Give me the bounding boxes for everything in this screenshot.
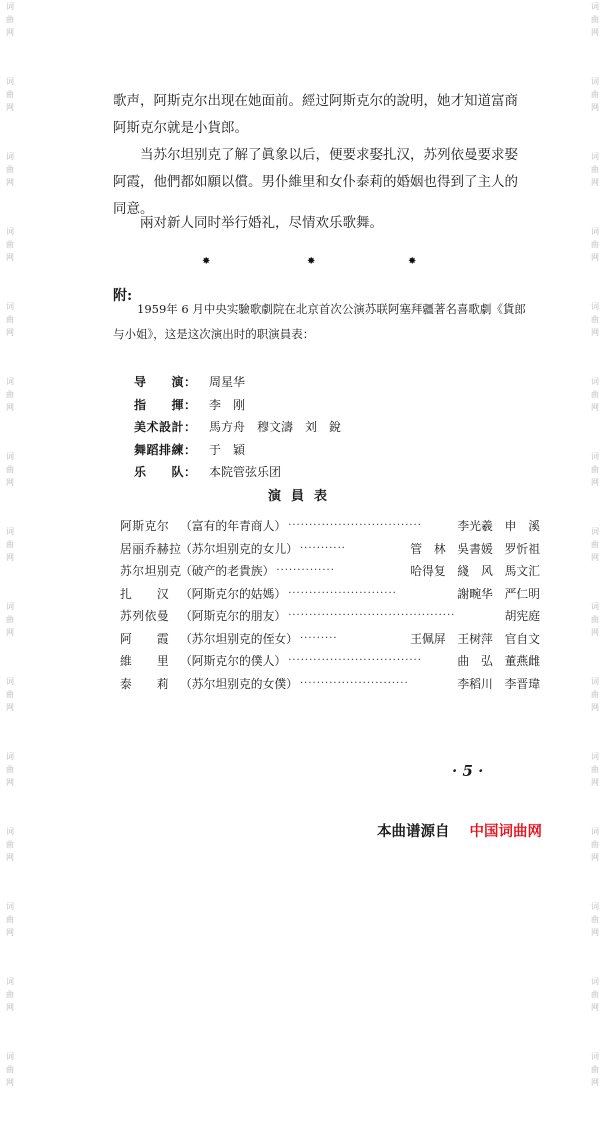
cast-actors: 管 林 吳書媛 罗忻祖	[410, 541, 540, 556]
cast-leader-dots: ···········	[299, 542, 346, 554]
watermark-char: 曲	[6, 615, 14, 624]
watermark-char: 曲	[591, 240, 599, 249]
watermark-gap	[2, 1014, 18, 1050]
watermark-char: 网	[591, 1078, 599, 1087]
watermark-char: 词	[591, 152, 599, 161]
watermark-char: 网	[6, 478, 14, 487]
watermark-char: 词	[6, 227, 14, 236]
watermark-char: 网	[591, 103, 599, 112]
cast-description: （富有的年青商人）	[180, 519, 287, 533]
watermark-gap	[587, 339, 603, 375]
watermark-char: 网	[6, 553, 14, 562]
cast-row	[120, 650, 540, 673]
watermark-char: 词	[6, 902, 14, 911]
watermark-gap	[2, 939, 18, 975]
watermark-char: 词	[6, 977, 14, 986]
cast-actors: 謝畹华 严仁明	[457, 586, 540, 601]
cast-leader-dots: ································	[288, 520, 422, 531]
cast-actors: 李光羲 申 溪	[457, 519, 540, 533]
cast-actors: 王佩屏 王树萍 官自文	[410, 631, 540, 646]
watermark-gap	[587, 189, 603, 225]
watermark-gap	[2, 789, 18, 825]
production-credits	[134, 371, 341, 484]
watermark-char: 曲	[6, 240, 14, 249]
watermark-char: 网	[6, 928, 14, 937]
cast-actors: 曲 弘 董燕雌	[457, 654, 540, 668]
watermark-char: 曲	[591, 315, 599, 324]
cast-row	[120, 583, 540, 606]
watermark-gap	[2, 189, 18, 225]
watermark-gap	[587, 1014, 603, 1050]
cast-description: （阿斯克尔的姑媽）	[180, 586, 287, 601]
watermark-char: 曲	[6, 90, 14, 99]
body-paragraph-2: 当苏尔坦别克了解了眞象以后，便要求娶扎汉，苏列依曼要求娶阿霞，他們都如願以償。男仆維里和女仆泰莉的婚姻也得到了主人的同意。	[113, 147, 518, 217]
watermark-char: 曲	[6, 690, 14, 699]
watermark-char: 曲	[6, 465, 14, 474]
watermark-char: 词	[6, 377, 14, 386]
watermark-char: 词	[6, 827, 14, 836]
watermark-char: 网	[591, 253, 599, 262]
credit-role: 乐 队：	[134, 465, 197, 479]
watermark-char: 网	[6, 253, 14, 262]
cast-leader-dots: ··························	[299, 677, 409, 689]
credit-names: 馬方舟 穆文濤 刘 銳	[209, 420, 342, 434]
cast-character: 苏尔坦别克	[120, 564, 182, 578]
watermark-char: 曲	[591, 915, 599, 924]
watermark-char: 曲	[6, 990, 14, 999]
watermark-char: 曲	[591, 165, 599, 174]
watermark-char: 词	[591, 902, 599, 911]
watermark-char: 网	[591, 403, 599, 412]
watermark-char: 曲	[6, 165, 14, 174]
watermark-char: 网	[6, 1078, 14, 1087]
watermark-char: 词	[6, 602, 14, 611]
watermark-char: 词	[591, 1052, 599, 1061]
watermark-gap	[587, 714, 603, 750]
watermark-gap	[587, 939, 603, 975]
cast-leader-dots: ··············	[276, 565, 335, 576]
watermark-char: 词	[6, 302, 14, 311]
cast-leader-dots: ································	[288, 655, 422, 666]
source-footer	[377, 820, 542, 841]
watermark-char: 网	[6, 178, 14, 187]
watermark-gap	[2, 864, 18, 900]
watermark-char: 词	[591, 977, 599, 986]
watermark-char: 曲	[591, 615, 599, 624]
cast-actors: 哈得复 綫 风 馬文汇	[410, 564, 540, 578]
watermark-char: 曲	[591, 840, 599, 849]
cast-character: 阿斯克尔	[120, 519, 170, 533]
watermark-char: 曲	[6, 765, 14, 774]
cast-character: 維 里	[120, 654, 170, 668]
watermark-char: 网	[591, 628, 599, 637]
watermark-char: 曲	[6, 1065, 14, 1074]
body-paragraph-1: 歌声，阿斯克尔出现在她面前。經过阿斯克尔的說明，她才知道富商阿斯克尔就是小貨郎。	[113, 93, 518, 136]
credit-role: 导 演：	[134, 375, 197, 389]
watermark-gap	[2, 114, 18, 150]
watermark-char: 曲	[591, 990, 599, 999]
watermark-gap	[2, 639, 18, 675]
watermark-gap	[2, 1089, 18, 1125]
watermark-char: 词	[591, 677, 599, 686]
cast-description: （破产的老貴族）	[180, 564, 275, 578]
watermark-gap	[2, 39, 18, 75]
credit-names: 本院管弦乐团	[209, 465, 282, 479]
watermark-gap	[2, 564, 18, 600]
watermark-char: 网	[591, 478, 599, 487]
watermark-char: 词	[591, 527, 599, 536]
watermark-char: 曲	[591, 15, 599, 24]
watermark-char: 网	[591, 28, 599, 37]
watermark-char: 曲	[591, 1065, 599, 1074]
watermark-char: 词	[591, 602, 599, 611]
cast-leader-dots: ··························	[288, 587, 397, 599]
watermark-gap	[2, 714, 18, 750]
cast-character: 泰 莉	[120, 676, 170, 691]
watermark-gap	[2, 339, 18, 375]
watermark-char: 网	[6, 328, 14, 337]
cast-character: 苏列依曼	[120, 609, 170, 623]
watermark-char: 曲	[591, 90, 599, 99]
watermark-char: 曲	[6, 390, 14, 399]
watermark-char: 词	[6, 752, 14, 761]
appendix-label: 附:	[113, 288, 133, 304]
divider-star: ✸	[307, 256, 316, 267]
watermark-char: 网	[6, 28, 14, 37]
watermark-char: 网	[6, 778, 14, 787]
watermark-char: 曲	[591, 465, 599, 474]
watermark-char: 网	[6, 703, 14, 712]
credit-role: 舞蹈排練：	[134, 442, 197, 457]
watermark-right	[587, 0, 603, 1087]
cast-character: 居丽乔赫拉	[120, 541, 182, 556]
watermark-char: 词	[591, 377, 599, 386]
watermark-char: 曲	[591, 390, 599, 399]
watermark-char: 词	[591, 752, 599, 761]
watermark-char: 网	[6, 403, 14, 412]
cast-leader-dots: ········································	[288, 610, 456, 621]
watermark-char: 曲	[6, 315, 14, 324]
watermark-gap	[587, 564, 603, 600]
site-link[interactable]: 中国词曲网	[469, 824, 542, 840]
watermark-left	[2, 0, 18, 1087]
watermark-char: 词	[591, 77, 599, 86]
watermark-char: 网	[591, 553, 599, 562]
watermark-gap	[587, 1089, 603, 1125]
cast-row	[120, 628, 540, 651]
watermark-char: 曲	[6, 840, 14, 849]
watermark-gap	[587, 789, 603, 825]
watermark-char: 曲	[6, 915, 14, 924]
cast-list	[120, 515, 540, 695]
cast-row	[120, 560, 540, 583]
watermark-char: 词	[6, 152, 14, 161]
watermark-gap	[587, 639, 603, 675]
watermark-char: 网	[591, 703, 599, 712]
watermark-char: 曲	[6, 540, 14, 549]
watermark-char: 词	[6, 677, 14, 686]
divider-star: ✸	[202, 256, 211, 267]
watermark-char: 词	[6, 527, 14, 536]
credit-role: 美术設計：	[134, 420, 197, 434]
cast-row	[120, 515, 540, 538]
watermark-char: 词	[6, 1052, 14, 1061]
source-label: 本曲谱源自	[377, 824, 450, 840]
watermark-char: 曲	[591, 540, 599, 549]
watermark-char: 网	[591, 778, 599, 787]
watermark-gap	[587, 414, 603, 450]
watermark-char: 词	[591, 227, 599, 236]
section-divider	[0, 256, 605, 270]
watermark-char: 网	[6, 853, 14, 862]
credit-names: 李 刚	[209, 397, 246, 412]
divider-star: ✸	[408, 256, 417, 267]
page-number: · 5 ·	[452, 762, 484, 780]
cast-description: （苏尔坦别克的女儿）	[180, 541, 298, 556]
cast-row	[120, 605, 540, 628]
watermark-char: 曲	[591, 690, 599, 699]
credit-names: 周星华	[209, 375, 246, 389]
watermark-char: 词	[591, 2, 599, 11]
appendix-note: 1959年 6 月中央实驗歌劇院在北京首次公演苏联阿塞拜疆著名喜歌劇《貨郎与小姐》，这是这次演出时的职演員表：	[113, 302, 526, 341]
watermark-gap	[2, 414, 18, 450]
watermark-char: 网	[6, 628, 14, 637]
credit-row	[134, 439, 341, 462]
credit-row	[134, 394, 341, 417]
watermark-gap	[587, 39, 603, 75]
watermark-char: 网	[591, 928, 599, 937]
cast-description: （阿斯克尔的朋友）	[180, 609, 287, 623]
credit-names: 于 穎	[209, 442, 246, 457]
watermark-char: 词	[6, 77, 14, 86]
cast-actors: 李稻川 李晋瑋	[457, 676, 540, 691]
watermark-char: 词	[591, 452, 599, 461]
watermark-char: 曲	[591, 765, 599, 774]
credit-row	[134, 461, 341, 484]
watermark-char: 网	[591, 328, 599, 337]
watermark-char: 词	[591, 302, 599, 311]
watermark-char: 网	[591, 178, 599, 187]
cast-character: 阿 霞	[120, 631, 170, 646]
watermark-char: 曲	[6, 15, 14, 24]
watermark-gap	[587, 114, 603, 150]
cast-description: （阿斯克尔的僕人）	[180, 654, 287, 668]
watermark-gap	[587, 864, 603, 900]
watermark-char: 词	[591, 827, 599, 836]
watermark-char: 网	[591, 1003, 599, 1012]
credit-row	[134, 416, 341, 439]
cast-leader-dots: ·········	[299, 632, 338, 644]
watermark-char: 网	[6, 103, 14, 112]
cast-row	[120, 673, 540, 696]
watermark-char: 词	[6, 2, 14, 11]
credit-row	[134, 371, 341, 394]
watermark-char: 网	[591, 853, 599, 862]
cast-description: （苏尔坦别克的侄女）	[180, 631, 298, 646]
credit-role: 指 揮：	[134, 397, 197, 412]
cast-description: （苏尔坦别克的女僕）	[180, 676, 298, 691]
watermark-char: 词	[6, 452, 14, 461]
cast-character: 扎 汉	[120, 586, 170, 601]
watermark-char: 网	[6, 1003, 14, 1012]
cast-actors: 胡宪庭	[504, 609, 540, 623]
cast-list-title: 演員表	[267, 489, 337, 504]
body-paragraph-3: 兩对新人同时举行婚礼，尽情欢乐歌舞。	[140, 215, 383, 231]
cast-row	[120, 538, 540, 561]
